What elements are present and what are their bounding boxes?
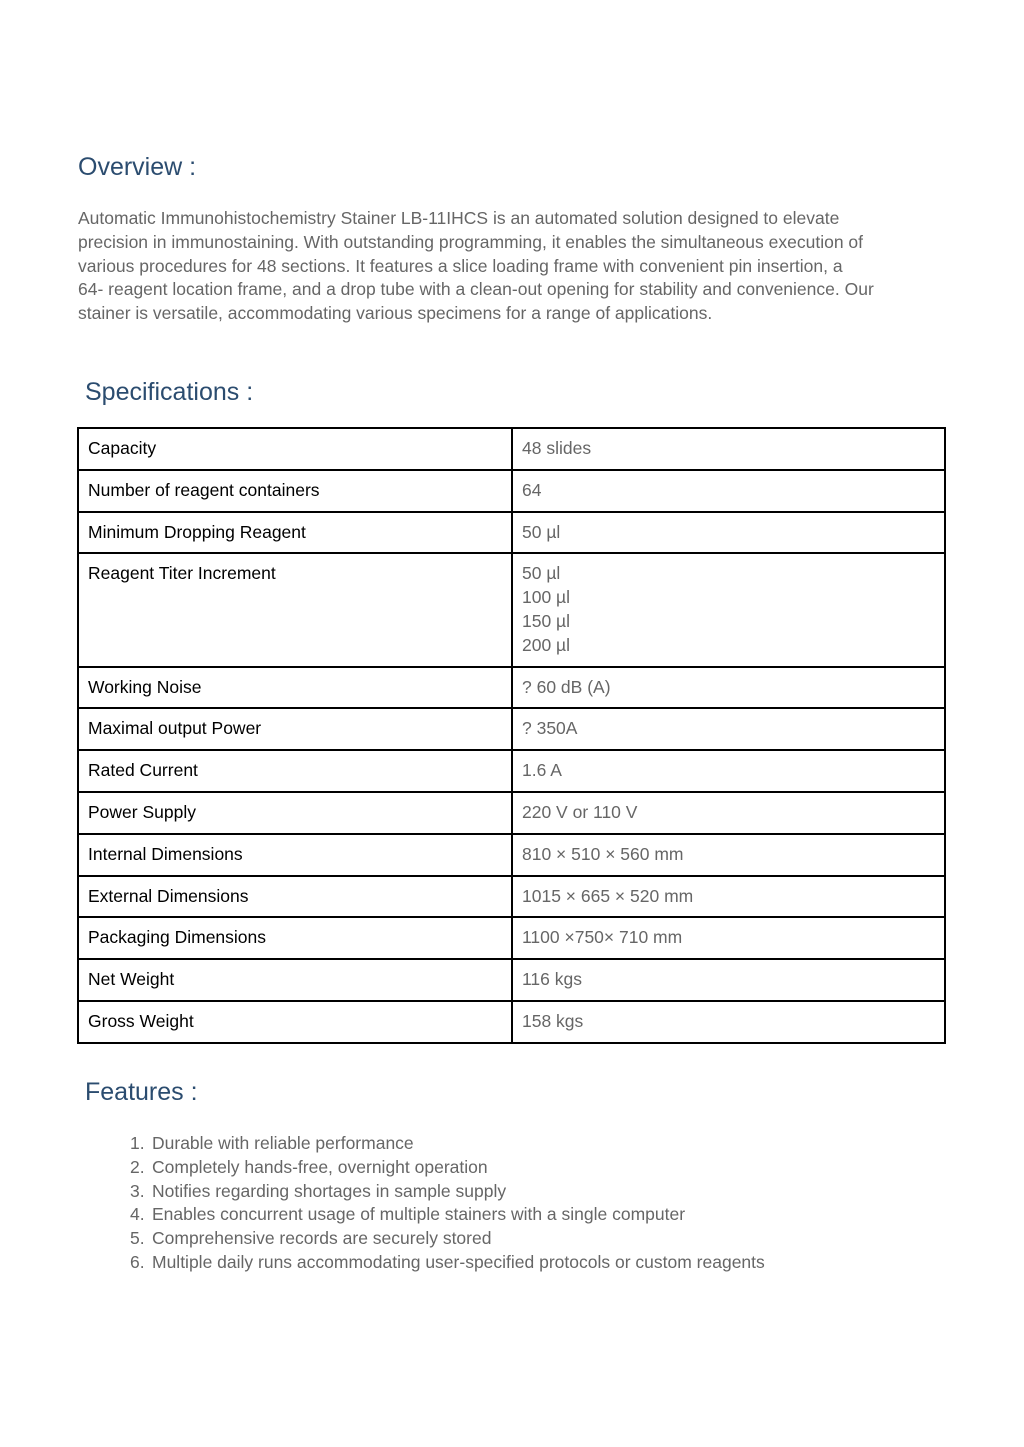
table-row	[78, 428, 945, 470]
spec-value-line: 1.6 A	[522, 760, 562, 781]
spec-value-line: 158 kgs	[522, 1010, 584, 1031]
spec-label: Internal Dimensions	[78, 834, 512, 876]
spec-value	[512, 1001, 945, 1043]
spec-label: External Dimensions	[78, 876, 512, 918]
spec-value-line: 1100 ×750× 710 mm	[522, 927, 683, 948]
list-item-number: 6.	[130, 1251, 145, 1272]
spec-label: Rated Current	[78, 750, 512, 792]
list-item-number: 2.	[130, 1156, 145, 1177]
table-row	[78, 917, 945, 959]
table-row	[78, 959, 945, 1001]
list-item-text: Durable with reliable performance	[152, 1133, 414, 1153]
overview-line: precision in immunostaining. With outstanding programming, it enables the simultaneous execution of	[78, 231, 864, 252]
table-row	[78, 1001, 945, 1043]
list-item-number: 5.	[130, 1228, 145, 1249]
specifications-table-body	[78, 428, 945, 1043]
spec-value	[512, 750, 945, 792]
table-row	[78, 792, 945, 834]
spec-value-line: 64	[522, 479, 542, 500]
table-row	[78, 834, 945, 876]
list-item-number: 3.	[130, 1180, 145, 1201]
spec-value-line: ? 60 dB (A)	[522, 676, 611, 697]
spec-value	[512, 667, 945, 709]
spec-value	[512, 470, 945, 512]
table-row	[78, 553, 945, 666]
spec-value-line: 1015 × 665 × 520 mm	[522, 885, 694, 906]
list-item	[130, 1180, 765, 1204]
table-row	[78, 750, 945, 792]
features-list	[130, 1132, 765, 1275]
list-item-text: Multiple daily runs accommodating user-specified protocols or custom reagents	[152, 1251, 765, 1272]
spec-label: Net Weight	[78, 959, 512, 1001]
table-row	[78, 876, 945, 918]
features-heading: Features :	[85, 1078, 198, 1106]
list-item-text: Notifies regarding shortages in sample supply	[152, 1180, 507, 1201]
spec-value	[512, 708, 945, 750]
overview-heading: Overview :	[78, 153, 197, 181]
table-row	[78, 667, 945, 709]
spec-value	[512, 834, 945, 876]
specifications-heading: Specifications :	[85, 378, 254, 406]
spec-value-line: 48 slides	[522, 438, 592, 458]
spec-value	[512, 959, 945, 1001]
spec-value	[512, 553, 945, 666]
list-item-number: 4.	[130, 1204, 145, 1225]
overview-line: Automatic Immunohistochemistry Stainer LB-11IHCS is an automated solution designed to elevate	[78, 208, 840, 228]
list-item-number: 1.	[130, 1133, 145, 1153]
spec-label: Number of reagent containers	[78, 470, 512, 512]
spec-value	[512, 917, 945, 959]
overview-line: stainer is versatile, accommodating various specimens for a range of applications.	[78, 303, 713, 324]
spec-value	[512, 428, 945, 470]
spec-value	[512, 792, 945, 834]
spec-label: Gross Weight	[78, 1001, 512, 1043]
spec-value-line: 50 µl	[522, 563, 561, 584]
table-row	[78, 470, 945, 512]
spec-value-line: 150 µl	[522, 610, 571, 631]
spec-value-line: 220 V or 110 V	[522, 801, 638, 822]
spec-value-line: 50 µl	[522, 521, 561, 542]
list-item	[130, 1251, 765, 1275]
spec-label: Capacity	[78, 428, 512, 470]
overview-line: various procedures for 48 sections. It features a slice loading frame with convenient pin insertion, a	[78, 255, 843, 276]
spec-value-line: 100 µl	[522, 587, 571, 608]
specifications-table	[77, 427, 946, 1044]
spec-label: Packaging Dimensions	[78, 917, 512, 959]
list-item-text: Comprehensive records are securely stored	[152, 1228, 492, 1249]
spec-label: Maximal output Power	[78, 708, 512, 750]
table-row	[78, 512, 945, 554]
spec-label: Reagent Titer Increment	[78, 553, 512, 666]
list-item	[130, 1227, 765, 1251]
overview-line: 64- reagent location frame, and a drop tube with a clean-out opening for stability and convenience. Our	[78, 279, 874, 300]
list-item	[130, 1203, 765, 1227]
overview-paragraph	[78, 207, 948, 326]
spec-label: Power Supply	[78, 792, 512, 834]
list-item-text: Completely hands-free, overnight operation	[152, 1156, 488, 1177]
spec-label: Minimum Dropping Reagent	[78, 512, 512, 554]
spec-value-line: ? 350A	[522, 718, 578, 739]
table-row	[78, 708, 945, 750]
spec-value	[512, 512, 945, 554]
list-item-text: Enables concurrent usage of multiple stainers with a single computer	[152, 1204, 686, 1225]
spec-value-line: 116 kgs	[522, 969, 582, 990]
spec-label: Working Noise	[78, 667, 512, 709]
list-item	[130, 1132, 765, 1156]
spec-value-line: 200 µl	[522, 634, 571, 655]
spec-value	[512, 876, 945, 918]
list-item	[130, 1156, 765, 1180]
spec-value-line: 810 × 510 × 560 mm	[522, 843, 684, 864]
